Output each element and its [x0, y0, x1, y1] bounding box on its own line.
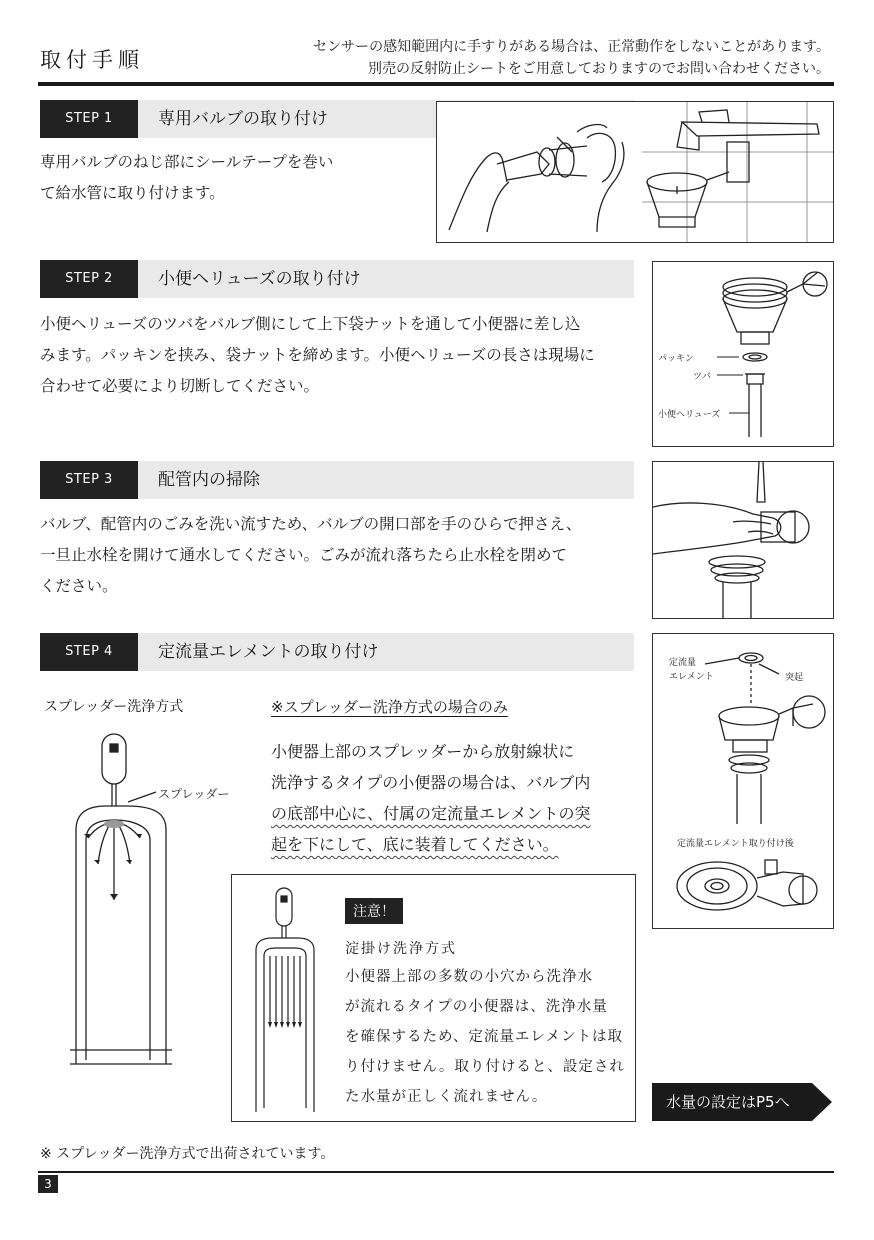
step-1-label: STEP 1: [40, 100, 138, 138]
label-protrusion: 突起: [785, 673, 804, 683]
step-4-line-4: 起を下にして、底に装着してください。: [271, 835, 559, 854]
label-element-1: 定流量: [669, 658, 697, 668]
pipe-flush-illustration: [653, 462, 833, 618]
step-1-line-2: て給水管に取り付けます。: [40, 184, 225, 202]
spreader-urinal-illustration: [66, 730, 256, 1066]
step-2-line-3: 合わせて必要により切断してください。: [40, 377, 320, 395]
spreader-type-label: スプレッダー洗浄方式: [44, 699, 184, 715]
step-1-line-1: 専用バルブのねじ部にシールテープを巻い: [40, 153, 334, 171]
valve-install-illustration: [437, 102, 833, 242]
header-rule: [38, 82, 834, 86]
step-2-header: [40, 260, 634, 298]
caution-text: [345, 962, 625, 1112]
step-4-line-1: 小便器上部のスプレッダーから放射線状に: [271, 742, 575, 761]
caution-line-2: が流れるタイプの小便器は、洗浄水量: [345, 999, 608, 1015]
step-4-line-3: の底部中心に、付属の定流量エレメントの突: [271, 804, 591, 823]
caution-subtitle: 淀掛け洗浄方式: [345, 941, 457, 957]
step-3-text: [40, 509, 581, 602]
step-4-label: STEP 4: [40, 633, 138, 671]
caution-line-3: を確保するため、定流量エレメントは取: [345, 1029, 623, 1045]
spreader-callout: スプレッダー: [158, 787, 230, 801]
step-4-title: 定流量エレメントの取り付け: [158, 642, 379, 662]
header-notice: [313, 36, 830, 80]
caution-line-1: 小便器上部の多数の小穴から洗浄水: [345, 969, 593, 985]
caution-tag: 注意！: [345, 898, 403, 924]
weir-urinal-illustration: [252, 886, 332, 1114]
next-page-label: 水量の設定はP5へ: [666, 1093, 790, 1111]
step-1-title: 専用バルブの取り付け: [158, 109, 328, 129]
step-4-header: [40, 633, 634, 671]
step-4-figure: [652, 633, 834, 929]
page-title: 取付手順: [40, 48, 144, 72]
next-page-button[interactable]: [652, 1083, 832, 1121]
step-3-title: 配管内の掃除: [158, 470, 260, 490]
element-install-diagram: [653, 634, 833, 928]
caution-line-4: り付けません。取り付けると、設定され: [345, 1059, 625, 1075]
step-3-figure: [652, 461, 834, 619]
label-element-2: エレメント: [669, 672, 714, 682]
spreader-urinal-figure: [66, 730, 256, 1066]
step-3-line-2: 一旦止水栓を開けて通水してください。ごみが流れ落ちたら止水栓を閉めて: [40, 546, 568, 564]
label-flange: ツバ: [693, 372, 711, 382]
step-1-figure: [436, 101, 834, 243]
step-4-text: [271, 736, 591, 860]
caution-line-5: た水量が正しく流れません。: [345, 1089, 548, 1105]
step-2-figure: [652, 261, 834, 447]
step-4-line-2: 洗浄するタイプの小便器の場合は、バルブ内: [271, 773, 591, 792]
label-packing: パッキン: [658, 354, 694, 364]
label-hose: 小便ヘリューズ: [658, 410, 721, 420]
footnote: ※ スプレッダー洗浄方式で出荷されています。: [40, 1146, 335, 1162]
spreader-only-heading: ※スプレッダー洗浄方式の場合のみ: [271, 698, 508, 716]
page-number: 3: [38, 1175, 58, 1193]
step-3-header: [40, 461, 634, 499]
step-2-line-1: 小便ヘリューズのツバをバルブ側にして上下袋ナットを通して小便器に差し込: [40, 315, 581, 333]
step-2-line-2: みます。パッキンを挟み、袋ナットを締めます。小便ヘリューズの長さは現場に: [40, 346, 595, 364]
step-3-line-3: ください。: [40, 577, 118, 595]
step-2-text: [40, 309, 595, 402]
step-3-line-1: バルブ、配管内のごみを洗い流すため、バルブの開口部を手のひらで押さえ、: [40, 515, 582, 533]
footer-rule: [38, 1171, 834, 1173]
step-3-label: STEP 3: [40, 461, 138, 499]
label-after-install: 定流量エレメント取り付け後: [677, 839, 794, 849]
step-1-text: [40, 147, 333, 209]
hose-install-diagram: [653, 262, 833, 446]
notice-line-2: 別売の反射防止シートをご用意しておりますのでお問い合わせください。: [368, 61, 830, 77]
step-2-title: 小便ヘリューズの取り付け: [158, 269, 361, 289]
step-2-label: STEP 2: [40, 260, 138, 298]
weir-urinal-figure: [252, 886, 332, 1114]
notice-line-1: センサーの感知範囲内に手すりがある場合は、正常動作をしないことがあります。: [313, 39, 830, 55]
